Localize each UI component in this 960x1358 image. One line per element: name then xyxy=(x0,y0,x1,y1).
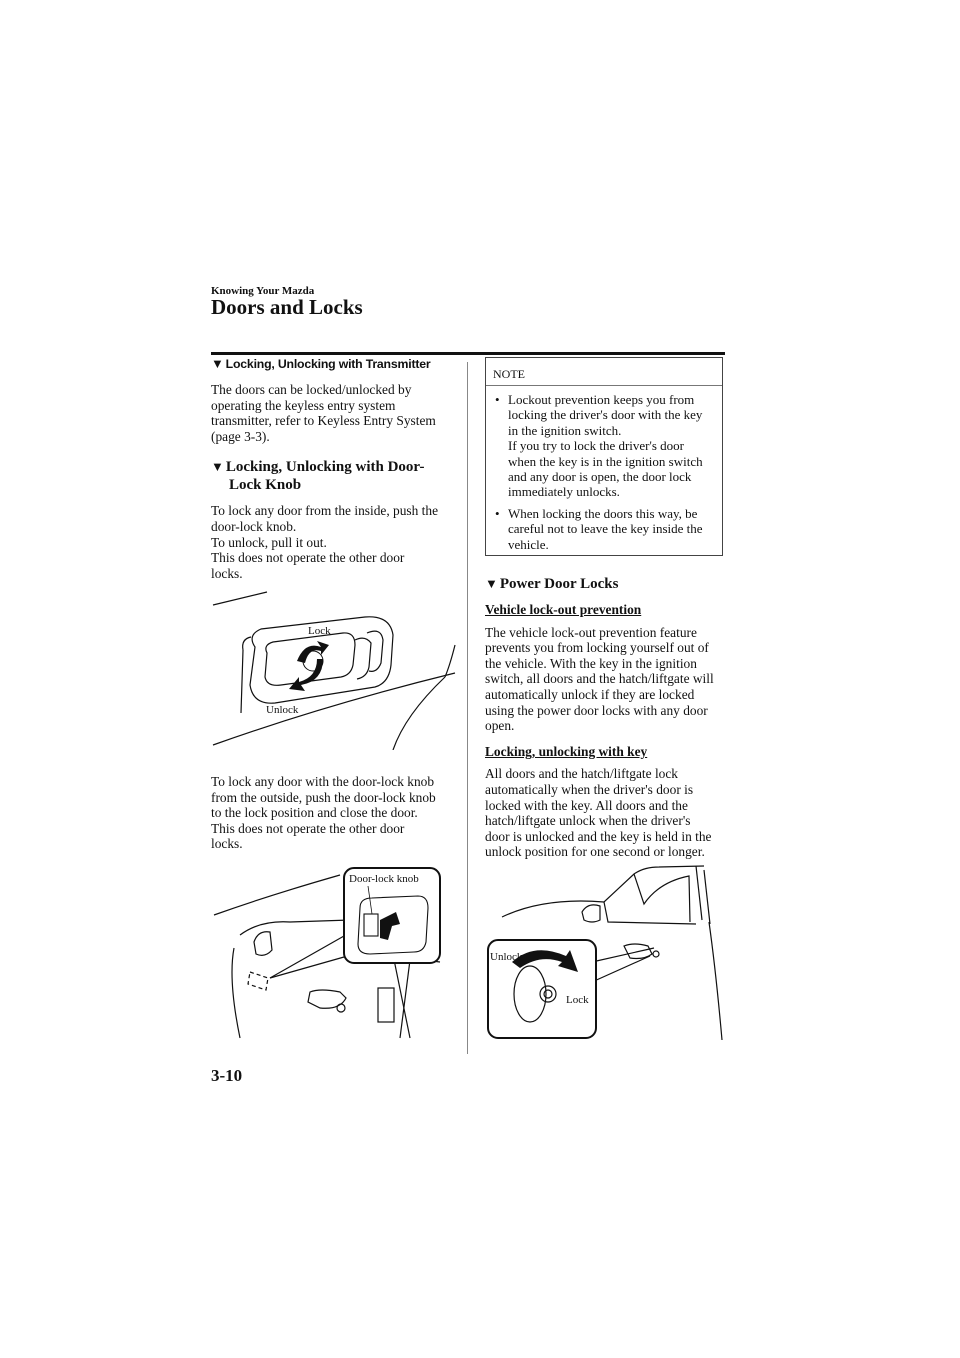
bullet-icon: • xyxy=(495,505,500,521)
paragraph-inside-lock: To lock any door from the inside, push the door-lock knob. To unlock, pull it out. This does not operate the other door locks. xyxy=(211,503,439,581)
section-label: Knowing Your Mazda xyxy=(211,285,315,297)
figure-key-lock xyxy=(484,862,726,1042)
note-body xyxy=(486,386,722,552)
triangle-icon: ▼ xyxy=(485,576,498,591)
note-bullet: • When locking the doors this way, be careful not to leave the key inside the vehicle. xyxy=(495,505,703,552)
heading-power-door-locks: ▼ Power Door Locks xyxy=(485,576,619,592)
figure-interior-door-lock xyxy=(205,585,460,750)
paragraph-outside-lock: To lock any door with the door-lock knob from the outside, push the door-lock knob to the lock position and close the door. This does not operate the other door locks. xyxy=(211,774,436,852)
heading-transmitter: ▼ Locking, Unlocking with Transmitter xyxy=(211,356,431,371)
page-title: Doors and Locks xyxy=(211,295,363,319)
bullet-icon: • xyxy=(495,392,500,407)
subheading-lockout: Vehicle lock-out prevention xyxy=(485,602,642,617)
note-bullet: • Lockout prevention keeps you from locking the driver's door with the key in the ignition switch. If you try to lock the driver's door when the key is in the ignition switch and any door is open, the door lock immediately unlocks. xyxy=(495,392,703,500)
label-unlock: Unlock xyxy=(266,704,299,716)
right-column xyxy=(485,575,730,870)
paragraph-transmitter: The doors can be locked/unlocked by operating the keyless entry system transmitter, refer to Keyless Entry System (page 3-3). xyxy=(211,382,436,444)
figure-line xyxy=(213,592,267,605)
note-box xyxy=(485,357,723,556)
heading-door-lock-knob: ▼ Locking, Unlocking with Door- Lock Knob xyxy=(211,459,425,494)
note-title: NOTE xyxy=(486,358,722,386)
label-lock: Lock xyxy=(566,994,589,1006)
left-column-middle xyxy=(211,774,454,862)
label-door-lock-knob: Door-lock knob xyxy=(349,873,419,885)
label-lock: Lock xyxy=(308,625,331,637)
subheading-key: Locking, unlocking with key xyxy=(485,743,648,759)
triangle-icon: ▼ xyxy=(211,356,224,371)
triangle-icon: ▼ xyxy=(211,459,224,475)
left-column-top xyxy=(211,355,454,591)
figure-outside-door-lock xyxy=(210,860,460,1040)
page-number: 3-10 xyxy=(211,1066,243,1085)
paragraph-lockout: The vehicle lock-out prevention feature prevents you from locking yourself out of the vehicle. With the key in the ignition switch, all doors and the hatch/liftgate will automatically unlock if they are locked using the power door locks with any door open. xyxy=(485,624,714,734)
paragraph-key: All doors and the hatch/liftgate lock automatically when the driver's door is locked with the key. All doors and the hatch/liftgate unlock when the driver's door is unlocked and the key is held in the unlock position for one second or longer. xyxy=(485,766,712,860)
label-unlock: Unlock xyxy=(490,951,523,963)
column-divider xyxy=(467,362,468,1054)
